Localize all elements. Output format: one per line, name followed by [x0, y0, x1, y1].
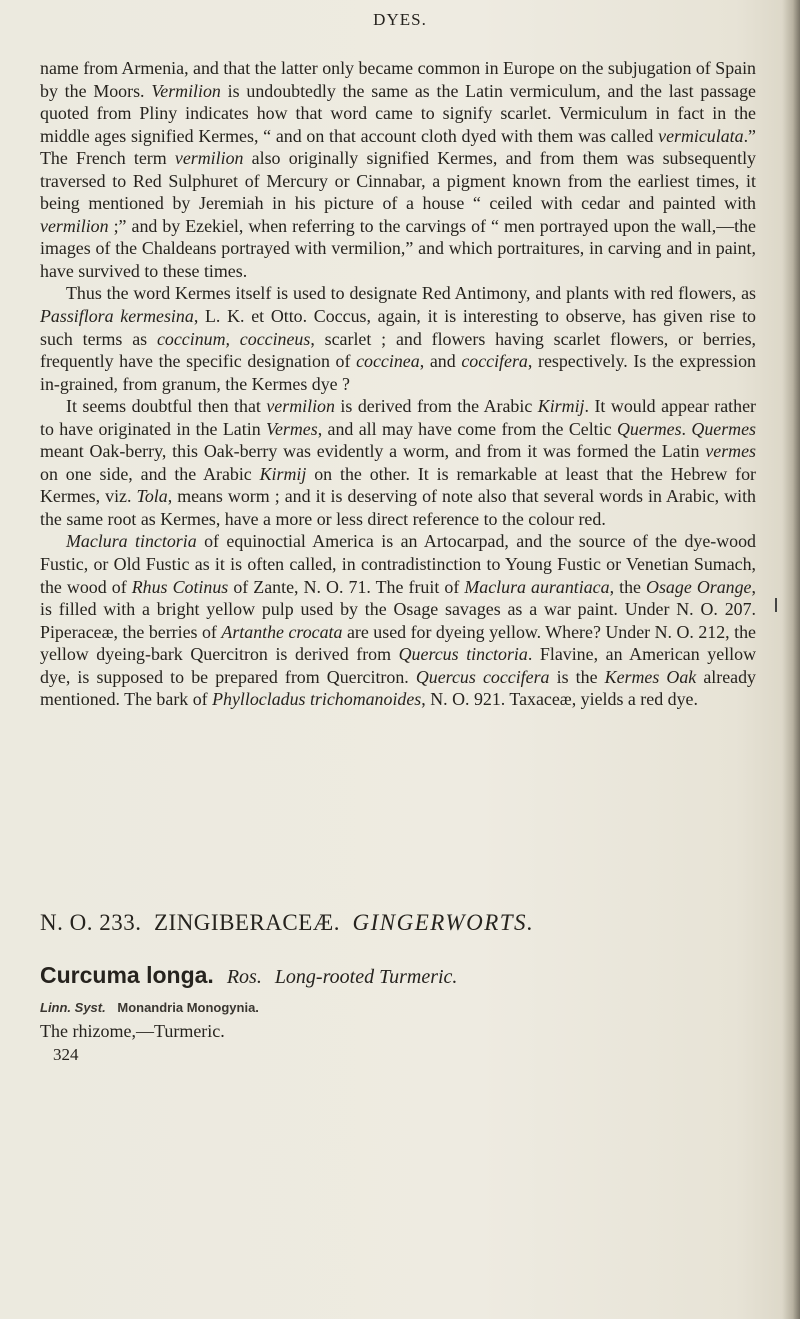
italic-term: vermes — [705, 441, 756, 462]
linnaean-classification — [40, 1000, 259, 1015]
italic-term: Kermes Oak — [604, 666, 697, 687]
section-heading — [40, 910, 756, 936]
italic-term: vermilion — [40, 215, 109, 236]
italic-term: Vermes — [266, 418, 318, 439]
text-run: . Flavine, an American yellow dye, is supposed to be prepared from Quercitron. — [40, 644, 756, 687]
text-run: , is filled with a bright yellow pulp used by the Osage savages as a war paint. Under N. O. 207. Piperaceæ, the berries of — [40, 576, 756, 642]
text-run: on the other. It is remarkable at least that the Hebrew for Kermes, viz. — [40, 463, 756, 507]
text-run: . It would appear rather to have originated in the Latin — [40, 396, 756, 439]
page-number: 324 — [53, 1045, 79, 1064]
running-head: DYES. — [373, 10, 427, 29]
paragraph — [40, 57, 756, 282]
linn-label: Linn. Syst. — [40, 1000, 106, 1015]
paragraph — [40, 395, 756, 530]
text-run: on one side, and the Arabic — [40, 463, 260, 484]
italic-term: coccinum, coccineus — [156, 328, 311, 349]
italic-term: Tola — [136, 486, 168, 507]
text-run: , means worm ; and it is deserving of note also that several words in Arabic, with the same root as Kermes, have a more or less direct reference to the colour red. — [40, 486, 756, 529]
text-run: , L. K. et Otto. Coccus, again, it is interesting to observe, has given rise to such terms as — [40, 306, 756, 349]
text-run: is undoubtedly the same as the Latin vermiculum, and the last passage quoted from Pliny indicates how that word came to signify scarlet. Vermiculum in fact in the middle ages signified Kermes, “ and on that account cloth dyed with them was called — [40, 80, 756, 146]
order-number: N. O. 233. — [40, 910, 142, 935]
text-run: , and all may have come from the Celtic — [317, 418, 617, 439]
text-run: are used for dyeing yellow. Where? Under N. O. 212, the yellow dyeing-bark Quercitron is derived from — [40, 621, 756, 665]
text-run: . — [681, 418, 692, 439]
page-edge-shadow — [782, 0, 800, 1319]
paragraph — [40, 282, 756, 395]
text-run: It seems doubtful then that — [66, 396, 267, 417]
italic-term: Kirmij — [537, 396, 585, 417]
text-run: of equinoctial America is an Artocarpad, and the source of the dye-wood Fustic, or Old Fustic as it is often called, in contradistinction to Young Fustic or Venetian Sumach, the wood of — [40, 531, 756, 597]
italic-term: coccifera — [461, 351, 528, 372]
text-run: .” The French term — [40, 125, 756, 169]
text-run: , N. O. 921. Taxaceæ, yields a red dye. — [421, 689, 698, 710]
order-english-name: GINGERWORTS. — [352, 910, 535, 935]
text-run: ;” and by Ezekiel, when referring to the carvings of “ men portrayed upon the wall,—the images of the Chaldeans portrayed with vermilion,” and which portraitures, in carving and in paint, have survived to these times. — [40, 215, 756, 281]
text-run: meant Oak-berry, this Oak-berry was evidently a worm, and from it was formed the Latin — [40, 441, 706, 462]
italic-term: Artanthe crocata — [221, 621, 343, 642]
text-run: name from Armenia, and that the latter only became common in Europe on the subjugation of Spain by the Moors. — [40, 58, 756, 101]
italic-term: coccinea — [356, 351, 420, 372]
italic-term: Quercus tinctoria — [398, 644, 528, 665]
species-entry — [40, 962, 756, 989]
italic-term: Phyllocladus trichomanoides — [212, 689, 422, 710]
text-run: , and — [419, 351, 462, 372]
italic-term: Osage Orange — [646, 576, 752, 597]
margin-mark — [775, 598, 777, 612]
species-common-name: Long-rooted Turmeric. — [274, 966, 458, 988]
species-authority: Ros. — [226, 966, 262, 988]
species-name: Curcuma longa. — [40, 962, 214, 988]
text-run: , scarlet ; and flowers having scarlet flowers, or berries, frequently have the specific designation of — [40, 328, 756, 372]
italic-term: Rhus Cotinus — [131, 576, 229, 597]
italic-term: Quermes — [691, 418, 756, 439]
text-run: is the — [549, 666, 605, 687]
italic-term: Quercus coccifera — [415, 666, 550, 687]
order-latin-name: ZINGIBERACEÆ. — [153, 910, 341, 935]
text-run: , respectively. Is the expression in-grained, from granum, the Kermes dye ? — [40, 351, 757, 394]
italic-term: vermilion — [174, 148, 244, 169]
linn-class: Monandria Monogynia. — [117, 1000, 259, 1015]
text-run: is derived from the Arabic — [334, 396, 538, 417]
italic-term: Maclura tinctoria — [66, 531, 197, 552]
italic-term: Maclura aurantiaca — [464, 576, 610, 597]
italic-term: Quermes — [616, 418, 682, 439]
body-text — [40, 57, 756, 711]
text-run: , the — [609, 576, 647, 597]
italic-term: vermiculata — [658, 125, 744, 146]
italic-term: vermilion — [266, 396, 335, 417]
italic-term: Kirmij — [259, 463, 307, 484]
text-run: also originally signified Kermes, and from them was subsequently traversed to Red Sulphuret of Mercury or Cinnabar, a pigment known from the earliest times, it being mentioned by Jeremiah in his picture of a house “ ceiled with cedar and painted with — [40, 148, 756, 214]
text-run: Thus the word Kermes itself is used to designate Red Antimony, and plants with red flowers, as — [66, 283, 756, 304]
text-run: of Zante, N. O. 71. The fruit of — [228, 576, 465, 597]
italic-term: Passiflora kermesina — [40, 306, 194, 327]
text-run: already mentioned. The bark of — [40, 666, 756, 710]
part-used: The rhizome,—Turmeric. — [40, 1021, 225, 1041]
paragraph — [40, 530, 756, 710]
italic-term: Vermilion — [151, 80, 221, 101]
